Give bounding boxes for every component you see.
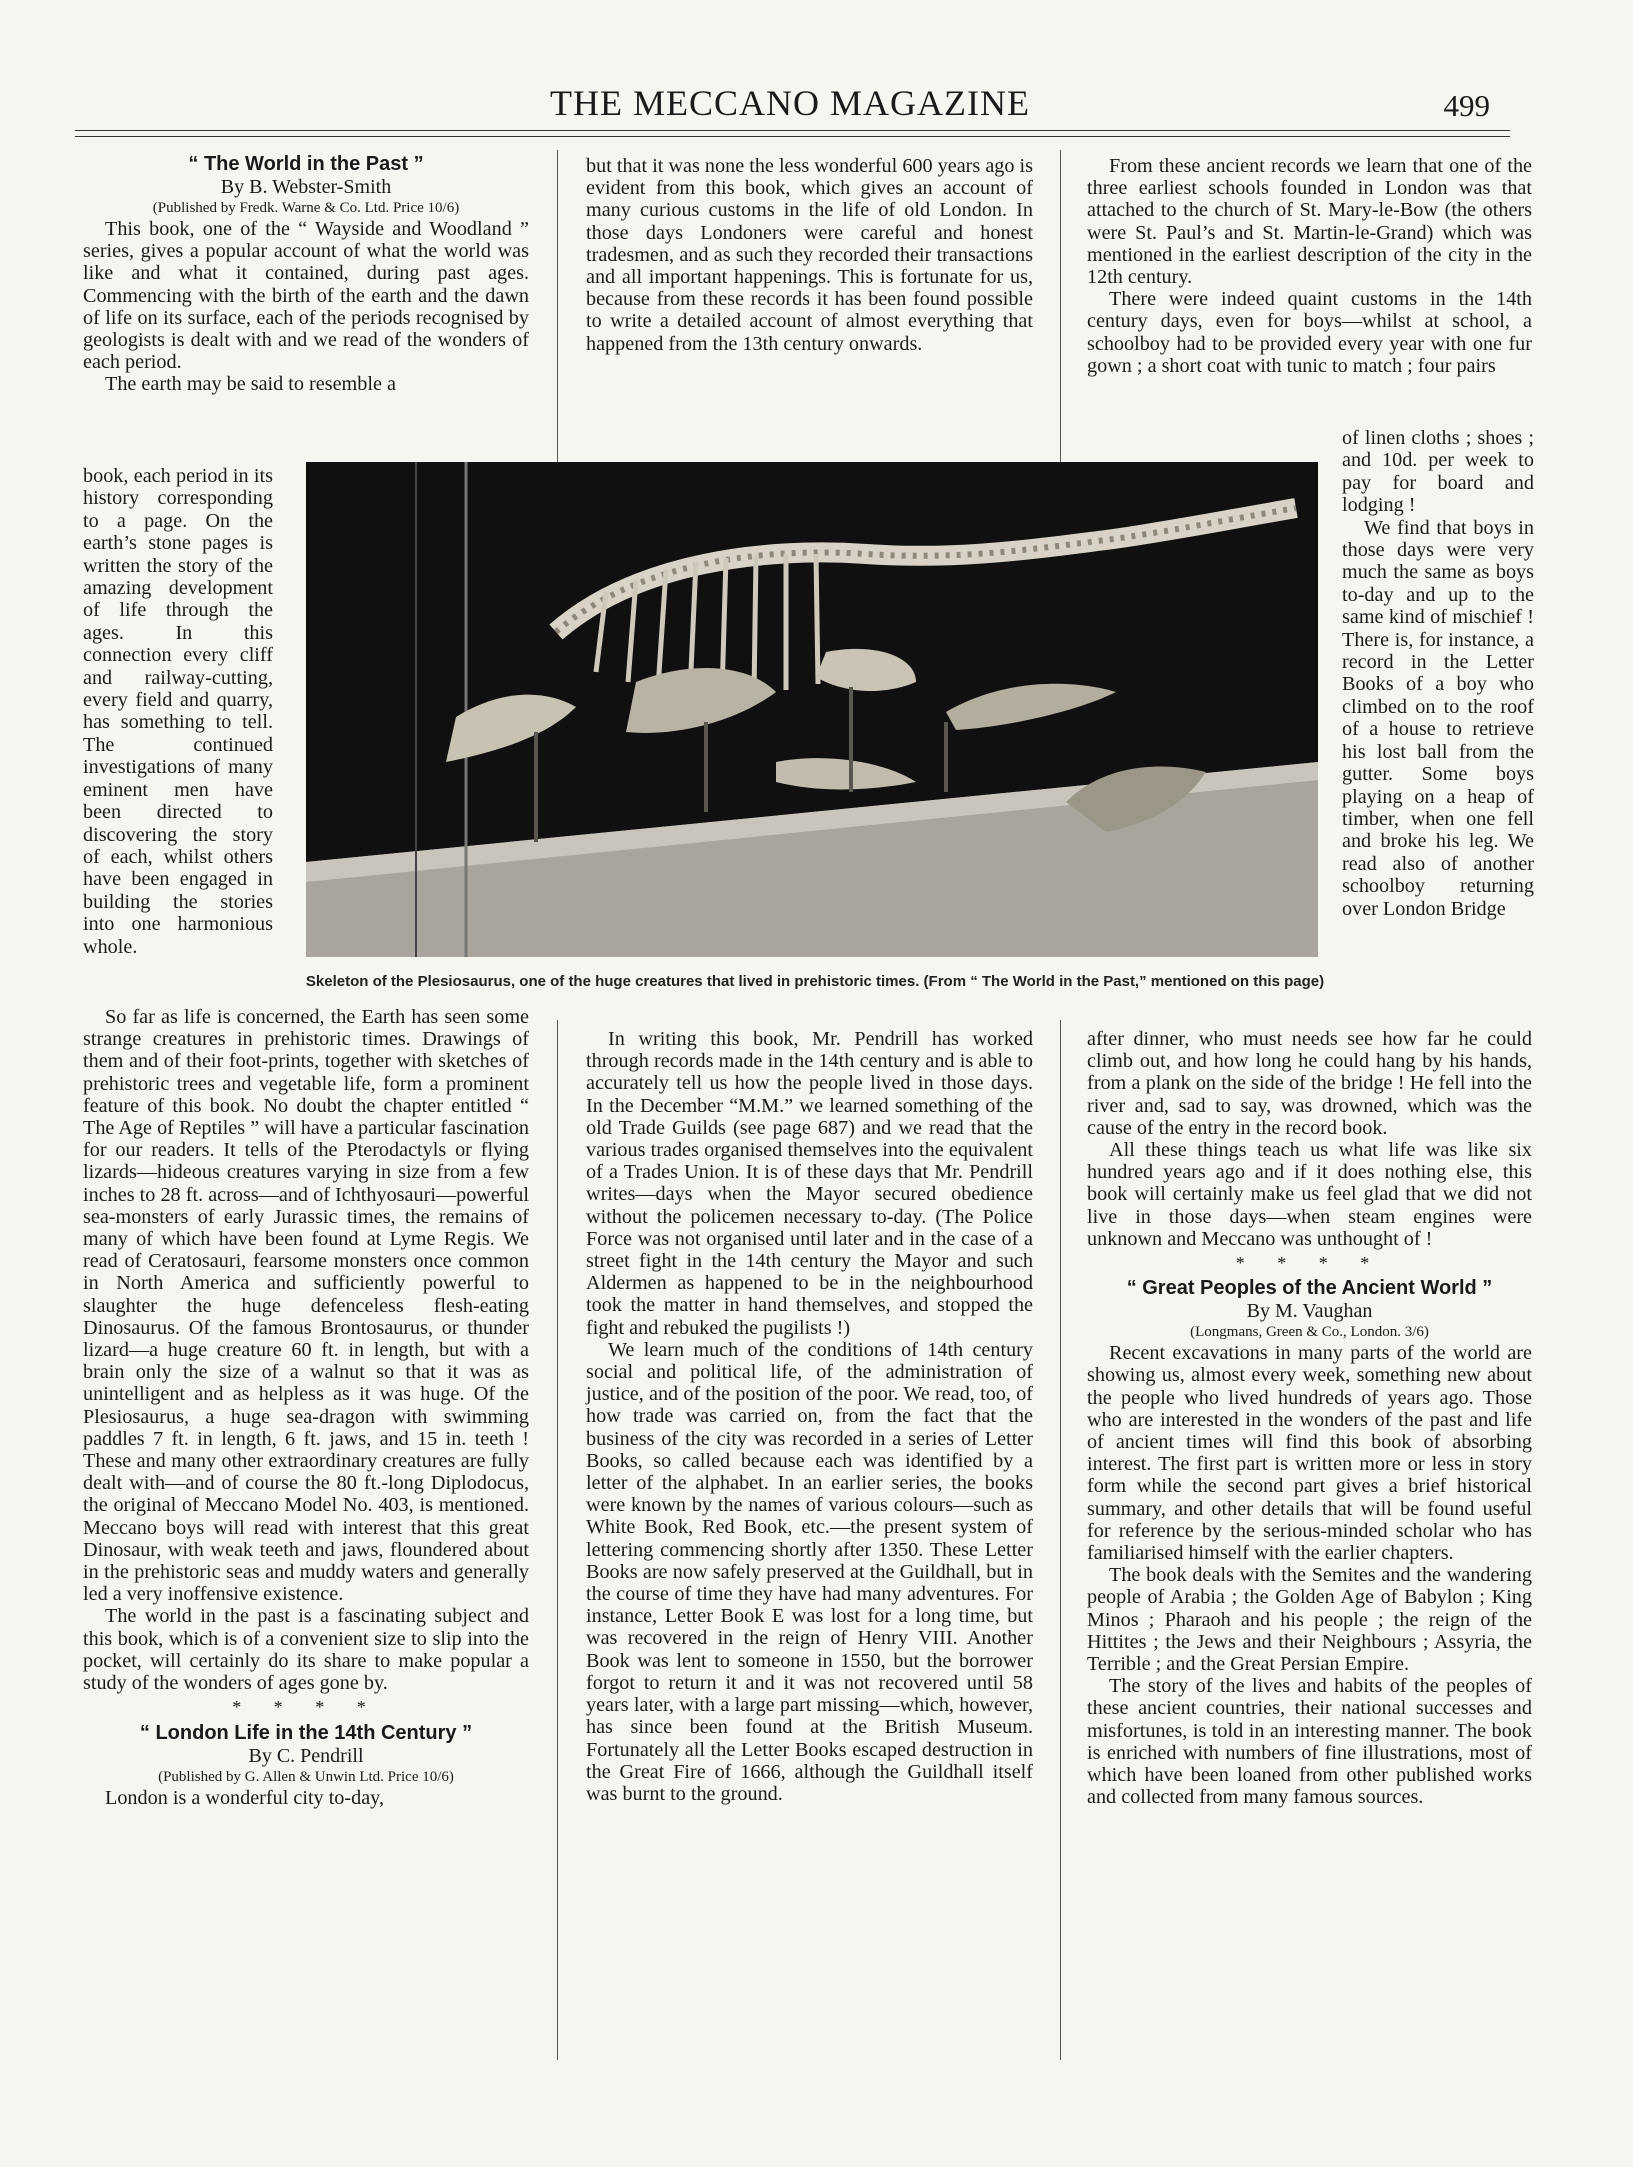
article-title: “ The World in the Past ” [188,153,424,175]
paragraph: of linen cloths ; shoes ; and 10d. per week to pay for board and lodging ! [1342,427,1534,517]
article-byline: By B. Webster-Smith [220,176,392,198]
column-divider [1060,1020,1061,2060]
article-publisher: (Longmans, Green & Co., London. 3/6) [1190,1324,1429,1341]
paragraph: Recent excavations in many parts of the world are showing us, almost every week, something new about the people who lived hundreds of years ago. Those who are interested in the wonders of the past and life of ancient times will find this book of absorbing interest. The first part is written more or less in story form while the second part gives a brief historical summary, and other details that will be found useful for reference by the serious-minded scholar who has familiarised himself with the earlier chapters. [1087,1342,1532,1565]
paragraph: From these ancient records we learn that one of the three earliest schools founded in London was that attached to the church of St. Mary-le-Bow (the others were St. Paul’s and St. Martin-le-Grand) which was mentioned in the earliest description of the city in the 12th century. [1087,155,1532,289]
article-world-in-past-continued [83,1006,529,1809]
paragraph: The story of the lives and habits of the peoples of these ancient countries, their national successes and misfortunes, is told in an interesting manner. The book is enriched with numbers of fine illustrations, most of which have been loaned from other published works and collected from many famous sources. [1087,1675,1532,1809]
article-world-in-past-intro [83,152,529,396]
article-london-life-end-and-ancient-world [1087,1028,1532,1809]
paragraph: All these things teach us what life was like six hundred years ago and if it does nothing else, this book will certainly make us feel glad that we did not live in those days—when steam engines were unknown and Meccano was unthought of ! [1087,1139,1532,1250]
page-number: 499 [1443,88,1490,123]
plesiosaurus-skeleton-photo [306,462,1318,957]
paragraph: We learn much of the conditions of 14th century social and political life, of the administration of justice, and of the position of the poor. We read, too, of how trade was carried on, from the fact that the business of the city was recorded in a series of Letter Books, so called because each was identified by a letter of the alphabet. In an earlier series, the books were known by the names of various colours—such as White Book, Red Book, etc.—the present system of lettering commencing shortly after 1350. These Letter Books are now safely preserved at the Guildhall, but in the course of time they have had many adventures. For instance, Letter Book E was lost for a long time, but was recovered in the reign of Henry VIII. Another Book was lent to someone in 1550, but the borrower forgot to return it and it was not recovered until 58 years later, with a large part missing—which, however, has since been found at the British Museum. Fortunately all the Letter Books escaped destruction in the Great Fire of 1666, although the Guildhall itself was burnt to the ground. [586,1338,1033,1805]
paragraph: London is a wonderful city to-day, [105,1786,385,1809]
article-london-life-records [586,1028,1033,1805]
article-byline: By C. Pendrill [248,1744,364,1767]
article-world-in-past-narrow [83,465,273,958]
paragraph: book, each period in its history corresponding to a page. On the earth’s stone pages is written the story of the amazing development of life through the ages. In this connection every cliff and railway-cutting, every field and quarry, has something to tell. The continued investigations of many eminent men have been directed to discovering the story of each, whilst others have been engaged in building the stories into one harmonious whole. [83,465,273,958]
paragraph: So far as life is concerned, the Earth has seen some strange creatures in prehistoric times. Drawings of them and of their foot-prints, together with sketches of prehistoric trees and vegetable life, form a prominent feature of this book. No doubt the chapter entitled “ The Age of Reptiles ” will have a particular fascination for our readers. It tells of the Pterodactyls or flying lizards—hideous creatures varying in size from a few inches to 28 ft. across—and of Ichthyosauri—powerful sea-monsters of early Jurassic times, the remains of many of which have been found at Lyme Regis. We read of Ceratosauri, fearsome monsters once common in North America and sufficiently powerful to slaughter the huge defenceless flesh-eating Dinosaurus. Of the famous Brontosaurus, or thunder lizard—a huge creature 60 ft. in length, but with a brain only the size of a walnut so that it was as unintelligent and as helpless as it was huge. Of the Plesiosaurus, a huge sea-dragon with swimming paddles 7 ft. in length, 6 ft. jaws, and 15 in. teeth ! These and many other extraordinary creatures are fully dealt with—and of course the 80 ft.-long Diplodocus, the original of Meccano Model No. 403, is mentioned. Meccano boys will read with interest that this great Dinosaur, with weak teeth and jaws, floundered about in the prehistoric seas and muddy waters and generally led a very inoffensive existence. [83,1006,529,1606]
page-header [70,82,1510,132]
article-london-life-narrow [1342,427,1534,920]
paragraph: We find that boys in those days were very much the same as boys to-day and up to the same kind of mischief ! There is, for instance, a record in the Letter Books of a boy who climbed on to the roof of a house to retrieve his lost ball from the gutter. Some boys playing on a heap of timber, when one fell and broke his leg. We read also of another schoolboy returning over London Bridge [1342,516,1534,920]
paragraph: There were indeed quaint customs in the 14th century days, even for boys—whilst at school, a schoolboy had to be provided every year with one fur gown ; a short coat with tunic to match ; four pairs [1087,288,1532,377]
paragraph: This book, one of the “ Wayside and Woodland ” series, gives a popular account of what the world was like and what it contained, during past ages. Commencing with the birth of the earth and the dawn of life on its surface, each of the periods recognised by geologists is dealt with and we read of the wonders of each period. [83,218,529,374]
article-title: “ London Life in the 14th Century ” [139,1721,473,1744]
paragraph: The world in the past is a fascinating subject and this book, which is of a convenient size to slip into the pocket, will certainly do its share to make popular a study of the wonders of ages gone by. [83,1605,529,1695]
header-rule [75,130,1510,131]
article-publisher: (Published by Fredk. Warne & Co. Ltd. Price 10/6) [152,200,460,216]
article-publisher: (Published by G. Allen & Unwin Ltd. Price 10/6) [158,1768,454,1785]
article-london-life-intro [586,155,1033,355]
article-london-life-schools [1087,155,1532,377]
column-divider [557,1020,558,2060]
section-separator: * * * * [232,1697,380,1718]
paragraph: In writing this book, Mr. Pendrill has worked through records made in the 14th century and is able to accurately tell us how the people lived in those days. In the December “M.M.” we learned something of the old Trade Guilds (see page 687) and we read that the various trades organised themselves into the equivalent of a Trades Union. It is of these days that Mr. Pendrill writes—days when the Mayor secured obedience without the policemen necessary to-day. (The Police Force was not organised until later and in the case of a street fight in the 14th century the Mayor and such Aldermen as happened to be in the neighbourhood took the matter in hand themselves, and stopped the fight and rebuked the pugilists !) [586,1028,1033,1339]
paragraph: The earth may be said to resemble a [105,373,396,396]
magazine-title: THE MECCANO MAGAZINE [550,83,1030,123]
article-byline: By M. Vaughan [1246,1300,1373,1323]
paragraph: after dinner, who must needs see how far he could climb out, and how long he could hang by his hands, from a plank on the side of the bridge ! He fell into the river and, sad to say, was drowned, which was the cause of the entry in the record book. [1087,1028,1532,1139]
paragraph: The book deals with the Semites and the wandering people of Arabia ; the Golden Age of Babylon ; King Minos ; Pharaoh and his people ; the reign of the Hittites ; the Jews and their Neighbours ; Assyria, the Terrible ; and the Great Persian Empire. [1087,1564,1532,1676]
column-divider [1060,150,1061,462]
header-rule-secondary [75,136,1510,137]
column-divider [557,150,558,462]
section-separator: * * * * [1235,1253,1384,1274]
article-title: “ Great Peoples of the Ancient World ” [1126,1277,1493,1300]
paragraph: but that it was none the less wonderful 600 years ago is evident from this book, which gives an account of many curious customs in the life of old London. In those days Londoners were careful and honest tradesmen, and as such they recorded their transactions and all important happenings. This is fortunate for us, because from these records it has been found possible to write a detailed account of almost everything that happened from the 13th century onwards. [586,155,1033,355]
photo-caption: Skeleton of the Plesiosaurus, one of the huge creatures that lived in prehistoric times. (From “ The World in the Past,” mentioned on this page) [305,973,1325,990]
